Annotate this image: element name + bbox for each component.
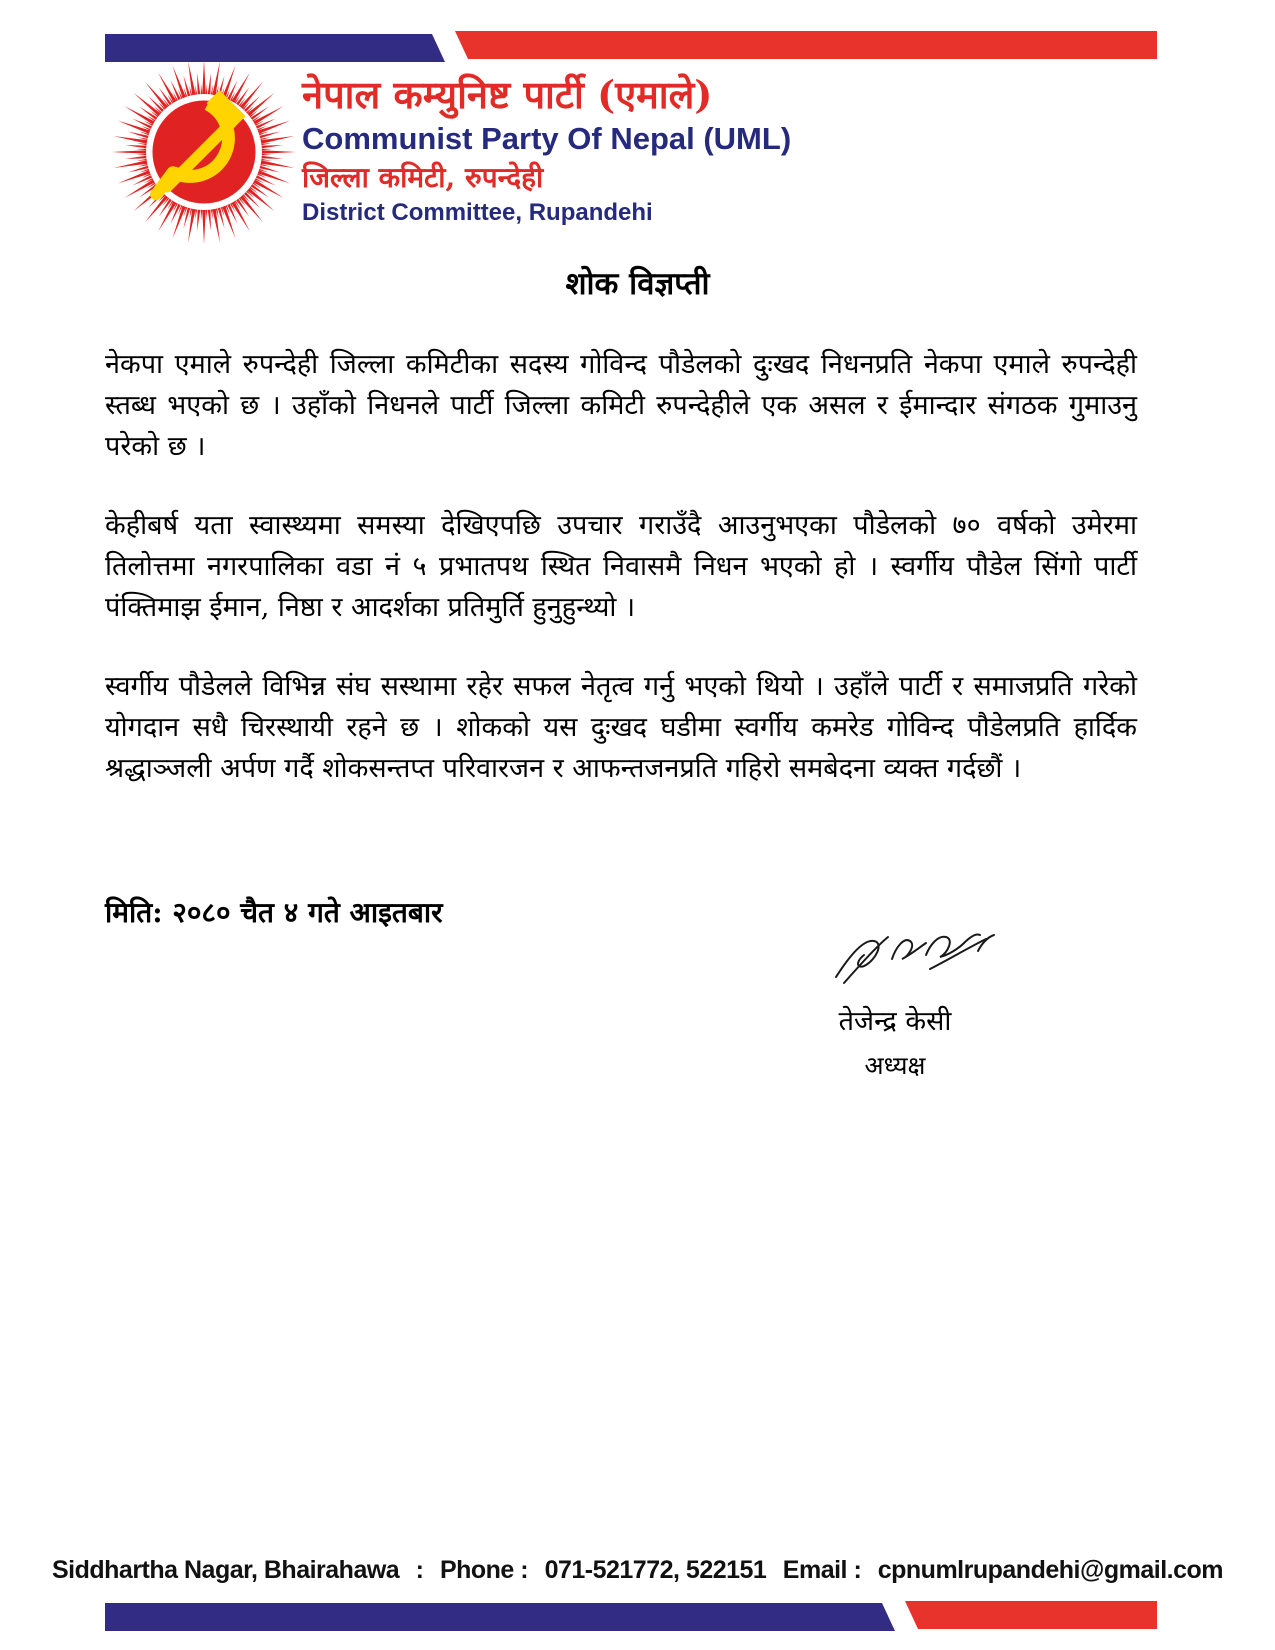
bottom-banner-stripe [105,1601,1157,1632]
footer-phone: 071-521772, 522151 [544,1556,767,1584]
footer-email: cpnumlrupandehi@gmail.com [877,1556,1223,1584]
footer-email-label: Email : [782,1556,862,1584]
signature-block [770,925,1020,1082]
footer-separator: : [415,1556,424,1584]
top-banner-red-segment [455,31,1157,59]
footer-phone-label: Phone : [439,1556,529,1584]
notice-title: शोक विज्ञप्ती [565,266,710,302]
party-name-nepali: नेपाल कम्युनिष्ट पार्टी (एमाले) [302,72,713,117]
top-banner-stripe [105,31,1157,62]
paragraph-3: स्वर्गीय पौडेलले विभिन्न संघ सस्थामा रहेर सफल नेतृत्व गर्नु भएको थियो । उहाँले पार्टी र समाजप्रति गरेको योगदान सधै चिरस्थायी रहने छ । शोकको यस दुःखद घडीमा स्वर्गीय कमरेड गोविन्द पौडेलप्रति हार्दिक श्रद्धाञ्जली अर्पण गर्दै शोकसन्तप्त परिवारजन र आफन्तजनप्रति गहिरो समबेदना व्यक्त गर्दछौं । [105,671,1137,784]
party-sun-emblem-icon [112,60,296,244]
signatory-role: अध्यक्ष [864,1051,926,1080]
date-line: मिति: २०८० चैत ४ गते आइतबार [105,896,443,929]
handwritten-signature-icon [830,925,1000,993]
paragraph-1: नेकपा एमाले रुपन्देही जिल्ला कमिटीका सदस्य गोविन्द पौडेलको दुःखद निधनप्रति नेकपा एमाले रुपन्देही स्तब्ध भएको छ । उहाँको निधनले पार्टी जिल्ला कमिटी रुपन्देहीले एक असल र ईमान्दार संगठक गुमाउनु परेको छ । [105,349,1137,462]
bottom-banner-blue-segment [105,1603,895,1631]
committee-nepali: जिल्ला कमिटी, रुपन्देही [302,161,544,194]
letterhead [302,72,792,226]
party-name-english: Communist Party Of Nepal (UML) [302,121,792,156]
paragraph-2: केहीबर्ष यता स्वास्थ्यमा समस्या देखिएपछि उपचार गराउँदै आउनुभएका पौडेलको ७० वर्षको उमेरमा तिलोत्तमा नगरपालिका वडा नं ५ प्रभातपथ स्थित निवासमै निधन भएको हो । स्वर्गीय पौडेल सिंगो पार्टी पंक्तिमाझ ईमान, निष्ठा र आदर्शका प्रतिमुर्ति हुनुहुन्थ्यो । [105,510,1137,623]
top-banner-blue-segment [105,34,445,62]
footer-contact-line [0,1556,1275,1585]
signatory-name: तेजेन्द्र केसी [838,1006,952,1037]
bottom-banner-red-segment [905,1601,1157,1629]
notice-body [105,344,1137,827]
committee-english: District Committee, Rupandehi [302,199,653,226]
footer-address: Siddhartha Nagar, Bhairahawa [51,1556,400,1584]
